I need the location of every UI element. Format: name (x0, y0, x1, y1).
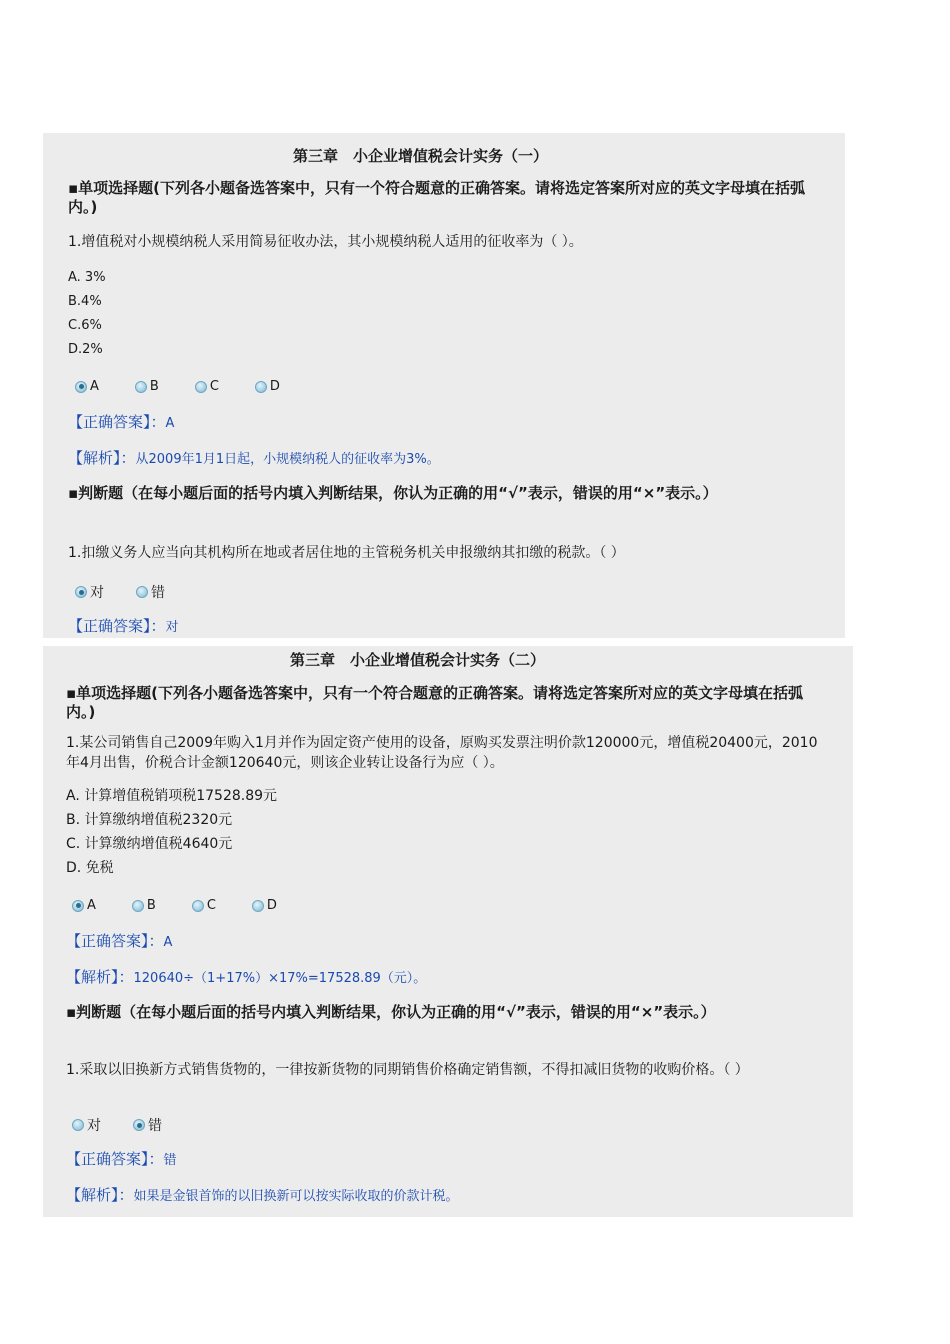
radio-icon (255, 381, 267, 393)
correct-answer-label: 【正确答案】： (68, 413, 166, 431)
radio-label: 错 (148, 1118, 162, 1134)
radio-icon (135, 381, 147, 393)
radio-icon (195, 381, 207, 393)
chapter-title: 第三章 小企业增值税会计实务（二） (290, 651, 546, 669)
radio-label: 错 (151, 585, 165, 601)
radio-option-b[interactable] (135, 379, 159, 394)
question-text: 1.采取以旧换新方式销售货物的，一律按新货物的同期销售价格确定销售额，不得扣减旧货物的收购价格。（ ） (66, 1062, 749, 1078)
analysis-label: 【解析】： (66, 968, 134, 986)
correct-answer-value: A (163, 935, 173, 950)
radio-label: A (87, 898, 96, 913)
radio-option-a[interactable] (72, 898, 96, 913)
analysis-text: 120640÷（1+17%）×17%=17528.89（元）。 (133, 971, 427, 986)
radio-option-false[interactable] (133, 1115, 162, 1135)
judge-radio-group (72, 1115, 162, 1135)
question-text: 1.增值税对小规模纳税人采用简易征收办法，其小规模纳税人适用的征收率为（ ）。 (68, 234, 583, 250)
radio-selected-icon (72, 900, 84, 912)
radio-option-false[interactable] (136, 582, 165, 602)
radio-icon (72, 1119, 84, 1131)
radio-selected-icon (75, 586, 87, 598)
radio-label: C (206, 898, 216, 913)
correct-answer (68, 615, 179, 636)
radio-label: D (269, 379, 280, 394)
radio-option-true[interactable] (75, 582, 104, 602)
radio-option-d[interactable] (252, 898, 277, 913)
option-d: D.2% (68, 342, 103, 357)
radio-option-d[interactable] (255, 379, 280, 394)
option-c: C. 计算缴纳增值税4640元 (66, 836, 233, 852)
judge-radio-group (75, 582, 165, 602)
correct-answer-value: A (165, 416, 175, 431)
analysis-text: 从2009年1月1日起，小规模纳税人的征收率为3%。 (135, 452, 440, 467)
radio-label: C (209, 379, 219, 394)
correct-answer (66, 930, 172, 951)
option-a: A. 3% (68, 270, 106, 285)
question-text: 1.某公司销售自己2009年购入1月并作为固定资产使用的设备，原购买发票注明价款120000元，增值税20400元，2010年4月出售，价税合计金额120640元，则该企业转让设备行为应（ ）。 (66, 735, 818, 771)
radio-selected-icon (75, 381, 87, 393)
analysis (66, 1184, 459, 1205)
option-b: B. 计算缴纳增值税2320元 (66, 812, 233, 828)
answer-radio-group (75, 379, 280, 394)
radio-option-c[interactable] (195, 379, 219, 394)
radio-label: B (146, 898, 156, 913)
radio-option-c[interactable] (192, 898, 216, 913)
analysis-text: 如果是金银首饰的以旧换新可以按实际收取的价款计税。 (133, 1189, 459, 1204)
question-text: 1.扣缴义务人应当向其机构所在地或者居住地的主管税务机关申报缴纳其扣缴的税款。（ ） (68, 545, 625, 561)
true-false-header: ▪判断题（在每小题后面的括号内填入判断结果，你认为正确的用“√”表示，错误的用“×”表示。） (68, 484, 718, 502)
analysis-label: 【解析】： (68, 449, 136, 467)
correct-answer-value: 错 (163, 1153, 177, 1168)
correct-answer (66, 1148, 177, 1169)
radio-icon (136, 586, 148, 598)
radio-label: 对 (90, 585, 104, 601)
analysis (68, 447, 440, 468)
option-b: B.4% (68, 294, 102, 309)
true-false-header: ▪判断题（在每小题后面的括号内填入判断结果，你认为正确的用“√”表示，错误的用“×”表示。） (66, 1003, 716, 1021)
radio-icon (252, 900, 264, 912)
radio-selected-icon (133, 1119, 145, 1131)
analysis (66, 966, 426, 987)
correct-answer (68, 411, 174, 432)
chapter-title: 第三章 小企业增值税会计实务（一） (293, 147, 549, 165)
correct-answer-label: 【正确答案】： (68, 617, 166, 635)
single-choice-header: ▪单项选择题(下列各小题备选答案中，只有一个符合题意的正确答案。请将选定答案所对应的英文字母填在括弧内。) (66, 684, 804, 721)
radio-option-a[interactable] (75, 379, 99, 394)
radio-option-true[interactable] (72, 1115, 101, 1135)
radio-label: 对 (87, 1118, 101, 1134)
radio-label: B (149, 379, 159, 394)
correct-answer-value: 对 (165, 620, 179, 635)
option-a: A. 计算增值税销项税17528.89元 (66, 788, 278, 804)
single-choice-header: ▪单项选择题(下列各小题备选答案中，只有一个符合题意的正确答案。请将选定答案所对应的英文字母填在括弧内。) (68, 179, 806, 216)
radio-icon (192, 900, 204, 912)
analysis-label: 【解析】： (66, 1186, 134, 1204)
correct-answer-label: 【正确答案】： (66, 1150, 164, 1168)
radio-label: A (90, 379, 99, 394)
option-c: C.6% (68, 318, 102, 333)
radio-label: D (266, 898, 277, 913)
option-d: D. 免税 (66, 860, 114, 876)
radio-icon (132, 900, 144, 912)
correct-answer-label: 【正确答案】： (66, 932, 164, 950)
answer-radio-group (72, 898, 277, 913)
radio-option-b[interactable] (132, 898, 156, 913)
